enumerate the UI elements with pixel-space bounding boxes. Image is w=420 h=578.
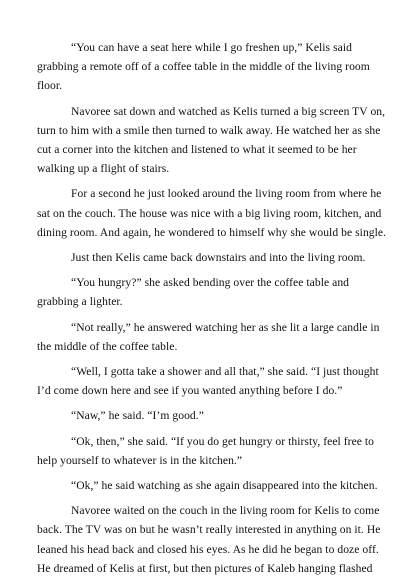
- paragraph: “You hungry?” she asked bending over the coffee table and grabbing a lighter.: [37, 276, 350, 309]
- paragraph: “Ok, then,” she said. “If you do get hungry or thirsty, feel free to help yourself to whatever is in the kitchen.”: [37, 434, 375, 467]
- paragraph: “Not really,” he answered watching her as she lit a large candle in the middle of the coffee table.: [37, 320, 380, 353]
- paragraph: “Naw,” he said. “I’m good.”: [71, 409, 204, 423]
- paragraph: Navoree sat down and watched as Kelis turned a big screen TV on, turn to him with a smile then turned to walk away. He watched her as she cut a corner into the kitchen and listened to what it seemed to be her walking up a flight of stairs.: [37, 104, 386, 176]
- paragraph: “Ok,” he said watching as she again disappeared into the kitchen.: [71, 479, 378, 493]
- paragraph: “Well, I gotta take a shower and all that,” she said. “I just thought I’d come down here and see if you wanted anything before I do.”: [37, 365, 379, 398]
- paragraph: “You can have a seat here while I go freshen up,” Kelis said grabbing a remote off of a coffee table in the middle of the living room floor.: [37, 41, 370, 93]
- paragraph: For a second he just looked around the living room from where he sat on the couch. The house was nice with a big living room, kitchen, and dining room. And again, he wondered to himself why she would be single.: [37, 187, 387, 239]
- paragraph: Navoree waited on the couch in the living room for Kelis to come back. The TV was on but he wasn’t really interested in anything on it. He leaned his head back and closed his eyes. As he did he began to doze off. He dreamed of Kelis at first, but then pictures of Kaleb hanging flashed: [37, 504, 381, 575]
- paragraph: Just then Kelis came back downstairs and into the living room.: [71, 251, 366, 265]
